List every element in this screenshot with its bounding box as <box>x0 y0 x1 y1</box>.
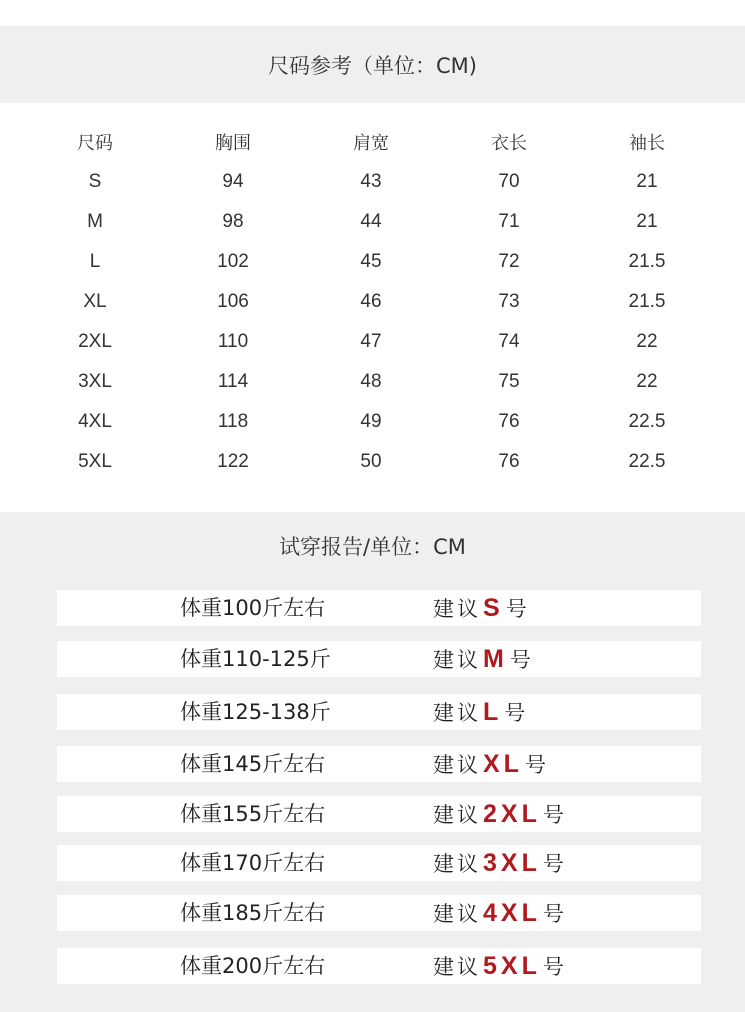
cell-length: 76 <box>498 411 520 432</box>
cell-length: 71 <box>498 211 520 232</box>
size-suggestion <box>433 845 564 881</box>
cell-chest: 94 <box>222 171 244 192</box>
suggest-suffix: 号 <box>505 597 527 621</box>
list-item <box>57 694 701 730</box>
cell-size: M <box>87 211 103 232</box>
size-suggestion <box>433 746 546 782</box>
cell-length: 76 <box>498 451 520 472</box>
cell-shoulder: 44 <box>360 211 382 232</box>
list-item <box>57 948 701 984</box>
suggested-size: 3XL <box>483 849 541 877</box>
table-row <box>26 322 716 362</box>
cell-size: 5XL <box>78 451 112 472</box>
cell-chest: 106 <box>217 291 249 312</box>
suggest-prefix: 建议 <box>433 597 481 621</box>
cell-sleeve: 22 <box>636 371 658 392</box>
list-item <box>57 590 701 626</box>
weight-label: 体重100斤左右 <box>180 596 326 620</box>
size-table <box>26 122 716 482</box>
suggested-size: M <box>483 645 508 673</box>
size-suggestion <box>433 590 527 626</box>
header-chest: 胸围 <box>215 133 251 154</box>
cell-chest: 118 <box>217 411 249 432</box>
suggest-prefix: 建议 <box>433 852 481 876</box>
header-sleeve: 袖长 <box>629 133 665 154</box>
size-chart-title-text: 尺码参考（单位：CM) <box>268 53 477 78</box>
table-row <box>26 242 716 282</box>
suggest-suffix: 号 <box>509 648 531 672</box>
table-row <box>26 202 716 242</box>
size-chart-title <box>0 26 745 103</box>
cell-sleeve: 21 <box>636 211 658 232</box>
table-row <box>26 362 716 402</box>
suggested-size: 5XL <box>483 952 541 980</box>
cell-size: 2XL <box>78 331 112 352</box>
cell-sleeve: 21.5 <box>628 251 666 272</box>
size-table-header <box>26 122 716 162</box>
top-margin <box>0 0 745 26</box>
list-item <box>57 746 701 782</box>
list-item <box>57 895 701 931</box>
weight-label: 体重185斤左右 <box>180 901 326 925</box>
weight-label: 体重200斤左右 <box>180 954 326 978</box>
weight-label: 体重170斤左右 <box>180 851 326 875</box>
table-row <box>26 442 716 482</box>
suggest-suffix: 号 <box>524 753 546 777</box>
cell-chest: 102 <box>217 251 249 272</box>
suggest-suffix: 号 <box>542 955 564 979</box>
suggest-suffix: 号 <box>542 852 564 876</box>
cell-chest: 114 <box>217 371 249 392</box>
suggest-prefix: 建议 <box>433 648 481 672</box>
size-suggestion <box>433 796 564 832</box>
list-item <box>57 641 701 677</box>
cell-sleeve: 22.5 <box>628 411 666 432</box>
suggested-size: XL <box>483 750 523 778</box>
cell-shoulder: 48 <box>360 371 382 392</box>
cell-chest: 98 <box>222 211 244 232</box>
cell-chest: 122 <box>217 451 249 472</box>
suggested-size: 4XL <box>483 899 541 927</box>
suggest-prefix: 建议 <box>433 902 481 926</box>
header-size: 尺码 <box>77 133 113 154</box>
suggest-prefix: 建议 <box>433 753 481 777</box>
cell-sleeve: 21.5 <box>628 291 666 312</box>
size-suggestion <box>433 641 531 677</box>
cell-size: XL <box>83 291 107 312</box>
weight-label: 体重125-138斤 <box>180 700 331 724</box>
cell-shoulder: 46 <box>360 291 382 312</box>
cell-shoulder: 45 <box>360 251 382 272</box>
cell-length: 75 <box>498 371 520 392</box>
suggest-prefix: 建议 <box>433 803 481 827</box>
suggested-size: L <box>483 698 503 726</box>
size-suggestion <box>433 895 564 931</box>
suggest-prefix: 建议 <box>433 955 481 979</box>
header-shoulder: 肩宽 <box>353 133 389 154</box>
suggested-size: S <box>483 594 504 622</box>
cell-length: 70 <box>498 171 520 192</box>
suggested-size: 2XL <box>483 800 541 828</box>
table-row <box>26 282 716 322</box>
suggest-suffix: 号 <box>504 701 526 725</box>
suggest-suffix: 号 <box>542 902 564 926</box>
cell-shoulder: 43 <box>360 171 382 192</box>
list-item <box>57 796 701 832</box>
size-suggestion <box>433 694 525 730</box>
list-item <box>57 845 701 881</box>
cell-length: 74 <box>498 331 520 352</box>
cell-size: S <box>88 171 102 192</box>
cell-length: 73 <box>498 291 520 312</box>
suggest-prefix: 建议 <box>433 701 481 725</box>
tryon-title-text: 试穿报告/单位：CM <box>279 535 466 559</box>
cell-shoulder: 50 <box>360 451 382 472</box>
table-row <box>26 162 716 202</box>
cell-sleeve: 22.5 <box>628 451 666 472</box>
weight-label: 体重155斤左右 <box>180 802 326 826</box>
cell-size: L <box>89 251 101 272</box>
table-row <box>26 402 716 442</box>
weight-label: 体重145斤左右 <box>180 752 326 776</box>
cell-sleeve: 21 <box>636 171 658 192</box>
tryon-title <box>0 520 745 572</box>
size-suggestion <box>433 948 564 984</box>
cell-size: 3XL <box>78 371 112 392</box>
suggest-suffix: 号 <box>542 803 564 827</box>
cell-sleeve: 22 <box>636 331 658 352</box>
weight-label: 体重110-125斤 <box>180 647 331 671</box>
cell-chest: 110 <box>217 331 249 352</box>
cell-size: 4XL <box>78 411 112 432</box>
header-length: 衣长 <box>491 133 527 154</box>
cell-length: 72 <box>498 251 520 272</box>
cell-shoulder: 47 <box>360 331 382 352</box>
cell-shoulder: 49 <box>360 411 382 432</box>
